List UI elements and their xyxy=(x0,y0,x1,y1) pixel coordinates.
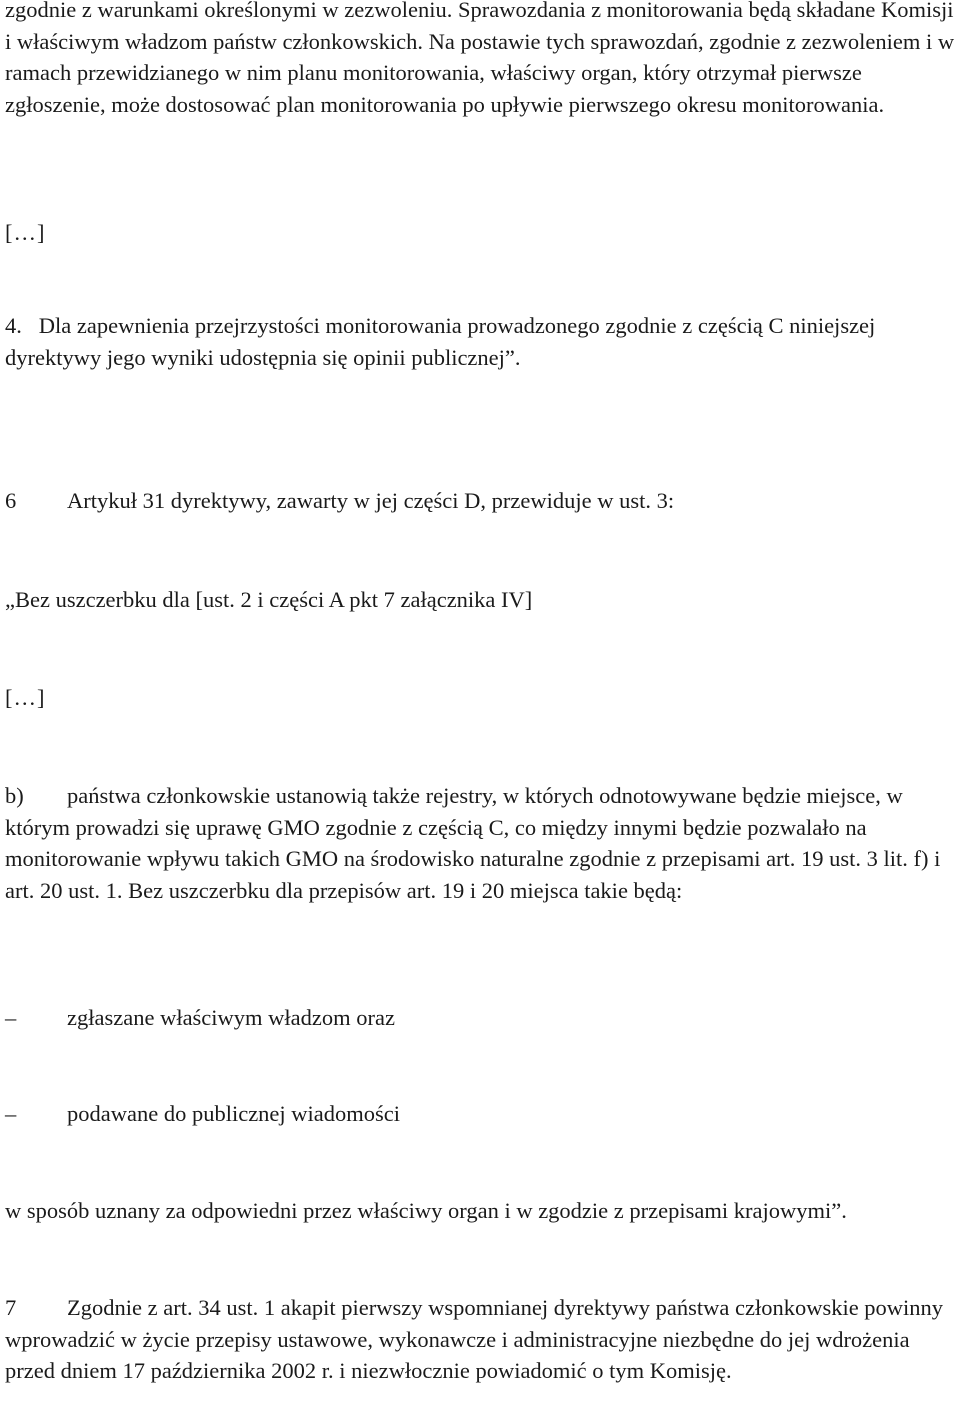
quote-start: „Bez uszczerbku dla [ust. 2 i części A pkt 7 załącznika IV] xyxy=(5,587,533,612)
paragraph-intro: zgodnie z warunkami określonymi w zezwoleniu. Sprawozdania z monitorowania będą składane Komisji i właściwym władzom państw członkowskich. Na postawie tych sprawozdań, zgodnie z zezwoleniem i w ramach przewidzianego w nim planu monitorowania, właściwy organ, który otrzymał pierwsze zgłoszenie, może dostosować plan monitorowania po upływie pierwszego okresu monitorowania. xyxy=(5,0,955,117)
dash-item xyxy=(5,1098,955,1130)
item-7 xyxy=(5,1292,955,1387)
paragraph-manner: w sposób uznany za odpowiedni przez właściwy organ i w zgodzie z przepisami krajowymi”. xyxy=(5,1198,847,1223)
paragraph-text: państwa członkowskie ustanowią także rejestry, w których odnotowywane będzie miejsce, w którym prowadzi się uprawę GMO zgodnie z częścią C, co między innymi będzie pozwalało na monitorowanie wpływu takich GMO na środowisko naturalne zgodnie z przepisami art. 19 ust. 3 lit. f) i art. 20 ust. 1. Bez uszczerbku dla przepisów art. 19 i 20 miejsca takie będą: xyxy=(5,783,941,903)
ellipsis-marker: […] xyxy=(5,685,46,710)
ellipsis-marker: […] xyxy=(5,220,46,245)
paragraph-b xyxy=(5,780,955,906)
paragraph-4 xyxy=(5,310,955,373)
dash-item-text: zgłaszane właściwym władzom oraz xyxy=(67,1005,395,1030)
item-text: Zgodnie z art. 34 ust. 1 akapit pierwszy wspomnianej dyrektywy państwa członkowskie powinny wprowadzić w życie przepisy ustawowe, wykonawcze i administracyjne niezbędne do jej wdrożenia przed dniem 17 października 2002 r. i niezwłocznie powiadomić o tym Komisję. xyxy=(5,1295,944,1383)
paragraph-text: Dla zapewnienia przejrzystości monitorowania prowadzonego zgodnie z częścią C niniejszej dyrektywy jego wyniki udostępnia się opinii publicznej”. xyxy=(5,313,876,370)
dash-marker: – xyxy=(5,1005,17,1030)
item-number: 7 xyxy=(5,1295,17,1320)
dash-marker: – xyxy=(5,1101,17,1126)
paragraph-number: 4. xyxy=(5,313,22,338)
item-6 xyxy=(5,485,955,517)
dash-item xyxy=(5,1002,955,1034)
item-text: Artykuł 31 dyrektywy, zawarty w jej części D, przewiduje w ust. 3: xyxy=(67,488,675,513)
item-number: 6 xyxy=(5,488,17,513)
paragraph-label: b) xyxy=(5,783,24,808)
dash-item-text: podawane do publicznej wiadomości xyxy=(67,1101,401,1126)
